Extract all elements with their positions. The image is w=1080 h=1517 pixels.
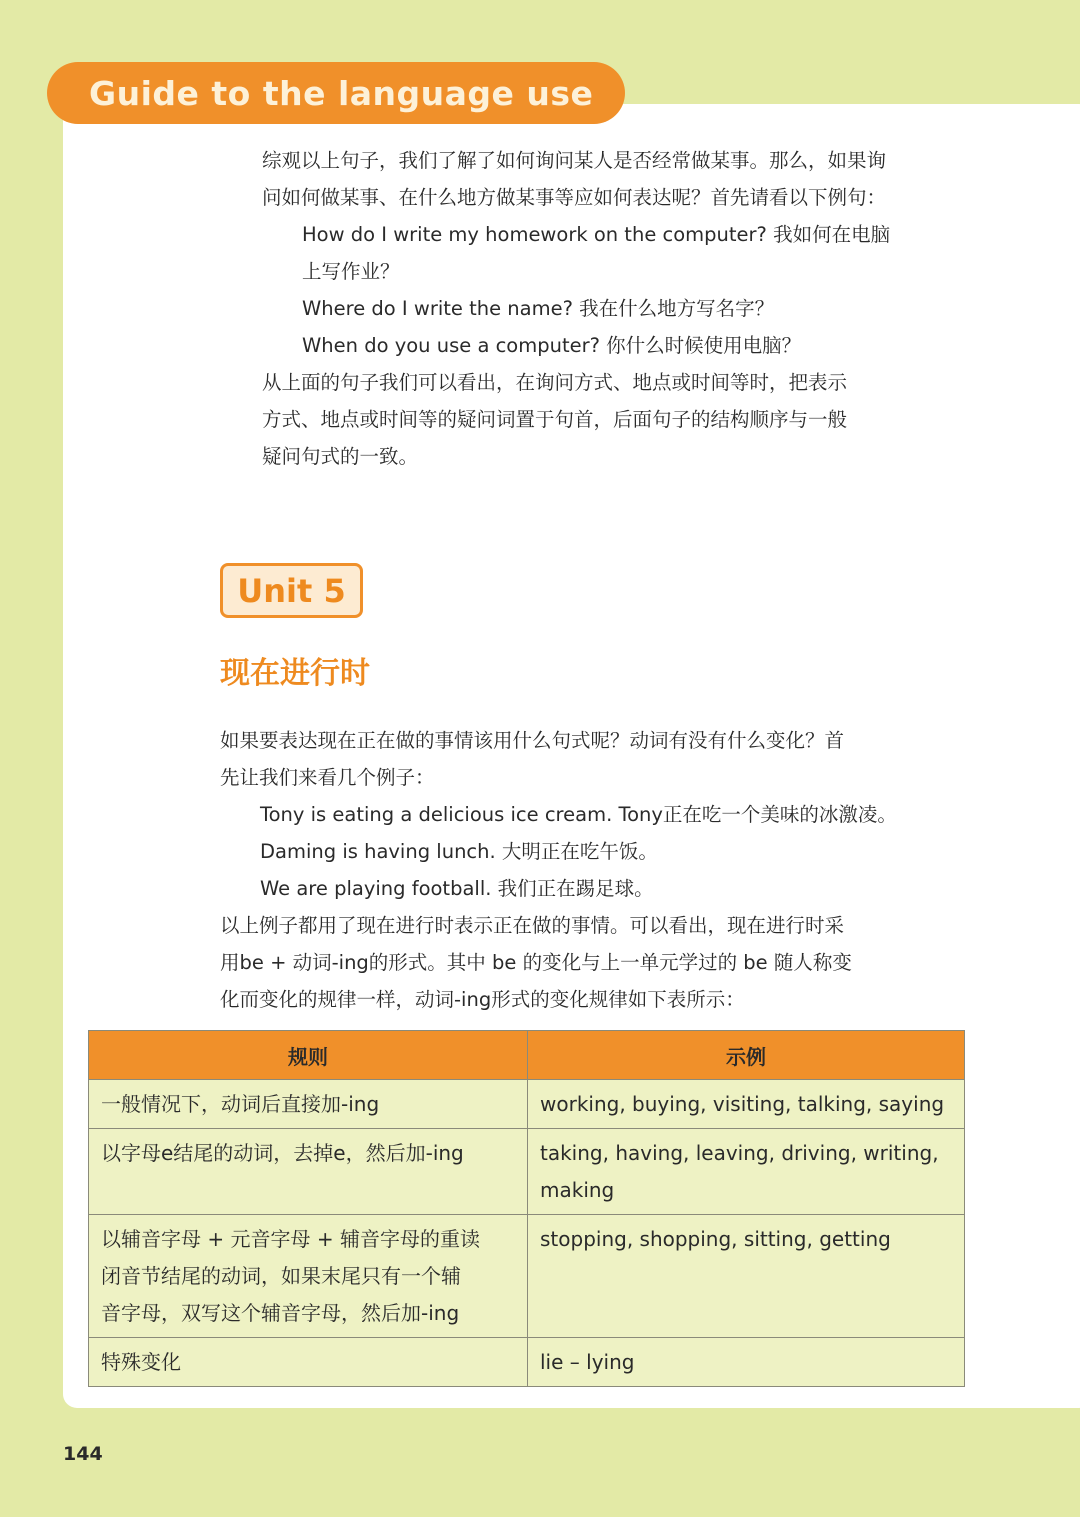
column-header-example: 示例	[528, 1031, 965, 1080]
example-cell	[528, 1338, 965, 1387]
example-cell	[528, 1215, 965, 1338]
example-sentence: Tony is eating a delicious ice cream. Tony正在吃一个美味的冰激凌。	[260, 803, 897, 826]
rule-cell	[89, 1215, 528, 1338]
example-sentence: Daming is having lunch. 大明正在吃午饭。	[260, 840, 658, 863]
rule-text: 以辅音字母 + 元音字母 + 辅音字母的重读	[101, 1227, 480, 1251]
example-sentence: We are playing football. 我们正在踢足球。	[260, 877, 654, 900]
rule-cell	[89, 1129, 528, 1215]
section-title: 现在进行时	[220, 656, 370, 691]
rule-text: 闭音节结尾的动词，如果末尾只有一个辅	[101, 1264, 461, 1288]
page-number: 144	[63, 1443, 103, 1465]
example-sentence: 上写作业？	[302, 260, 400, 283]
example-sentence: Where do I write the name? 我在什么地方写名字？	[302, 297, 775, 320]
table-row	[89, 1338, 965, 1387]
rule-text: 一般情况下，动词后直接加-ing	[101, 1092, 380, 1116]
body-line: 以上例子都用了现在进行时表示正在做的事情。可以看出，现在进行时采	[220, 914, 845, 937]
intro-line: 综观以上句子，我们了解了如何询问某人是否经常做某事。那么，如果询	[262, 149, 887, 172]
unit-badge	[220, 563, 363, 618]
rule-text: 特殊变化	[101, 1350, 181, 1374]
body-line: 如果要表达现在正在做的事情该用什么句式呢？动词有没有什么变化？首	[220, 729, 845, 752]
rule-text: 以字母e结尾的动词，去掉e，然后加-ing	[101, 1141, 464, 1165]
unit-label: Unit 5	[237, 571, 346, 610]
rules-table	[88, 1030, 965, 1387]
table-row	[89, 1129, 965, 1215]
example-sentence: How do I write my homework on the computer? 我如何在电脑	[302, 223, 891, 246]
intro-line: 方式、地点或时间等的疑问词置于句首，后面句子的结构顺序与一般	[262, 408, 848, 431]
table-row	[89, 1215, 965, 1338]
table-row	[89, 1080, 965, 1129]
body-paragraph	[220, 722, 897, 1018]
example-text: taking, having, leaving, driving, writing,	[540, 1141, 939, 1165]
example-text: making	[540, 1178, 615, 1202]
example-text: stopping, shopping, sitting, getting	[540, 1227, 891, 1251]
rule-cell	[89, 1338, 528, 1387]
intro-line: 从上面的句子我们可以看出，在询问方式、地点或时间等时，把表示	[262, 371, 848, 394]
header-banner	[47, 62, 625, 124]
rule-text: 音字母，双写这个辅音字母，然后加-ing	[101, 1301, 460, 1325]
example-text: working, buying, visiting, talking, saying	[540, 1092, 945, 1116]
body-line: 先让我们来看几个例子：	[220, 766, 435, 789]
example-sentence: When do you use a computer? 你什么时候使用电脑？	[302, 334, 802, 357]
body-line: 用be + 动词-ing的形式。其中 be 的变化与上一单元学过的 be 随人称变	[220, 951, 852, 974]
rule-cell	[89, 1080, 528, 1129]
example-cell	[528, 1080, 965, 1129]
example-text: lie – lying	[540, 1350, 635, 1374]
column-header-rule: 规则	[89, 1031, 528, 1080]
body-line: 化而变化的规律一样，动词-ing形式的变化规律如下表所示：	[220, 988, 745, 1011]
table-header-row	[89, 1031, 965, 1080]
intro-line: 疑问句式的一致。	[262, 445, 419, 468]
example-cell	[528, 1129, 965, 1215]
header-title: Guide to the language use	[89, 73, 594, 113]
intro-line: 问如何做某事、在什么地方做某事等应如何表达呢？首先请看以下例句：	[262, 186, 887, 209]
intro-paragraph	[262, 142, 890, 475]
